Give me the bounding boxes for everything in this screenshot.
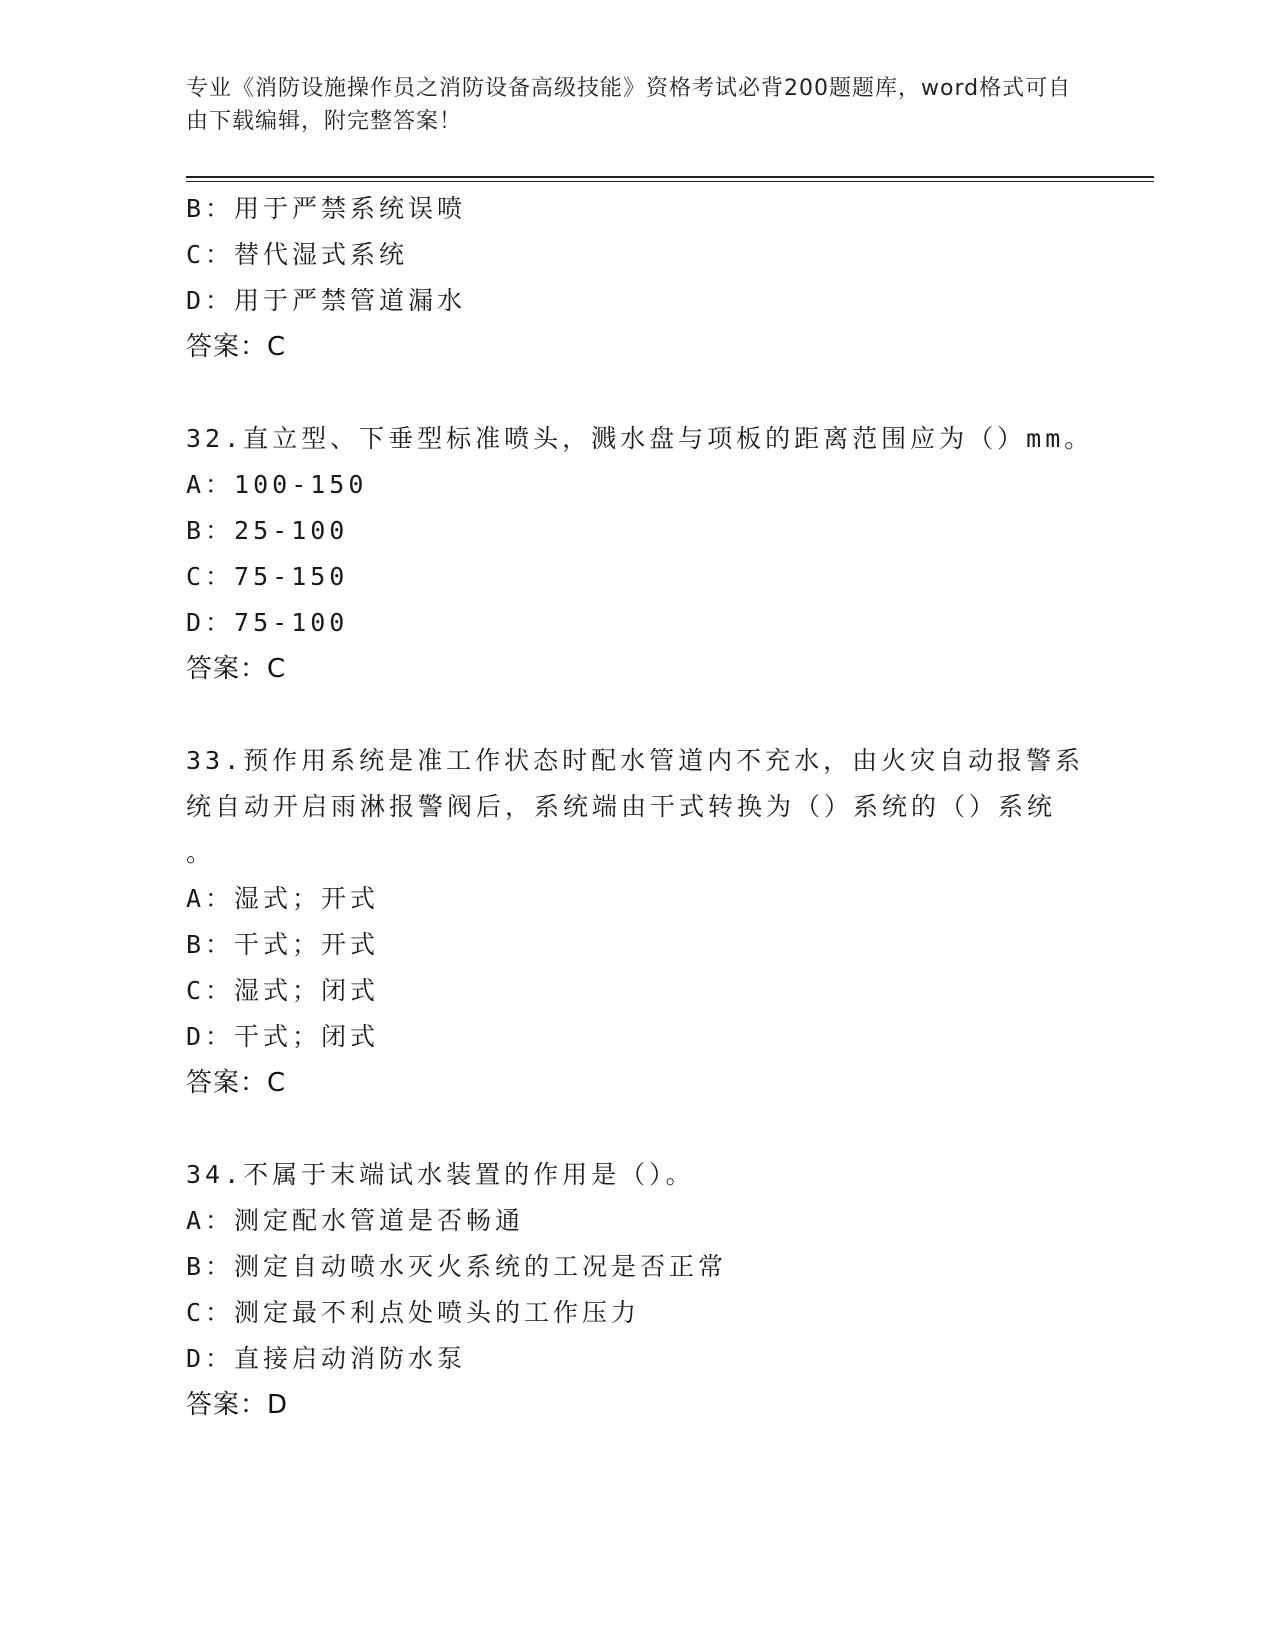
answer: 答案：C xyxy=(186,1068,287,1098)
option-b: B：用于严禁系统误喷 xyxy=(186,194,467,223)
question-list xyxy=(186,186,1094,1428)
answer: 答案：C xyxy=(186,332,287,362)
option-b: B：测定自动喷水灭火系统的工况是否正常 xyxy=(186,1252,728,1281)
question-text-line: 统自动开启雨淋报警阀后，系统端由干式转换为（）系统的（）系统 xyxy=(186,792,1057,821)
header-rule xyxy=(186,176,1154,178)
option-a: A：100-150 xyxy=(186,470,368,499)
option-c: C：替代湿式系统 xyxy=(186,240,409,269)
question-text: 34.不属于末端试水装置的作用是（）。 xyxy=(186,1160,695,1189)
document-header: 专业《消防设施操作员之消防设备高级技能》资格考试必背200题题库，word格式可自由下载编辑，附完整答案！ xyxy=(186,76,1072,134)
option-c: C：75-150 xyxy=(186,562,349,591)
option-b: B：干式；开式 xyxy=(186,930,380,959)
question-34 xyxy=(186,1152,1086,1428)
question-text-line: 。 xyxy=(186,838,216,867)
option-d: D：用于严禁管道漏水 xyxy=(186,286,467,315)
option-d: D：干式；闭式 xyxy=(186,1022,380,1051)
question-text: 32.直立型、下垂型标准喷头，溅水盘与项板的距离范围应为（）mm。 xyxy=(186,424,1094,453)
option-b: B：25-100 xyxy=(186,516,349,545)
option-c: C：测定最不利点处喷头的工作压力 xyxy=(186,1298,641,1327)
option-d: D：75-100 xyxy=(186,608,349,637)
option-a: A：湿式；开式 xyxy=(186,884,380,913)
header-rule-thin xyxy=(186,181,1154,182)
question-fragment xyxy=(186,186,1086,370)
option-a: A：测定配水管道是否畅通 xyxy=(186,1206,525,1235)
answer: 答案：D xyxy=(186,1390,289,1420)
answer: 答案：C xyxy=(186,654,287,684)
question-32 xyxy=(186,416,1094,692)
option-c: C：湿式；闭式 xyxy=(186,976,380,1005)
option-d: D：直接启动消防水泵 xyxy=(186,1344,467,1373)
question-text-line: 33.预作用系统是准工作状态时配水管道内不充水，由火灾自动报警系 xyxy=(186,746,1085,775)
question-33 xyxy=(186,738,1086,1106)
